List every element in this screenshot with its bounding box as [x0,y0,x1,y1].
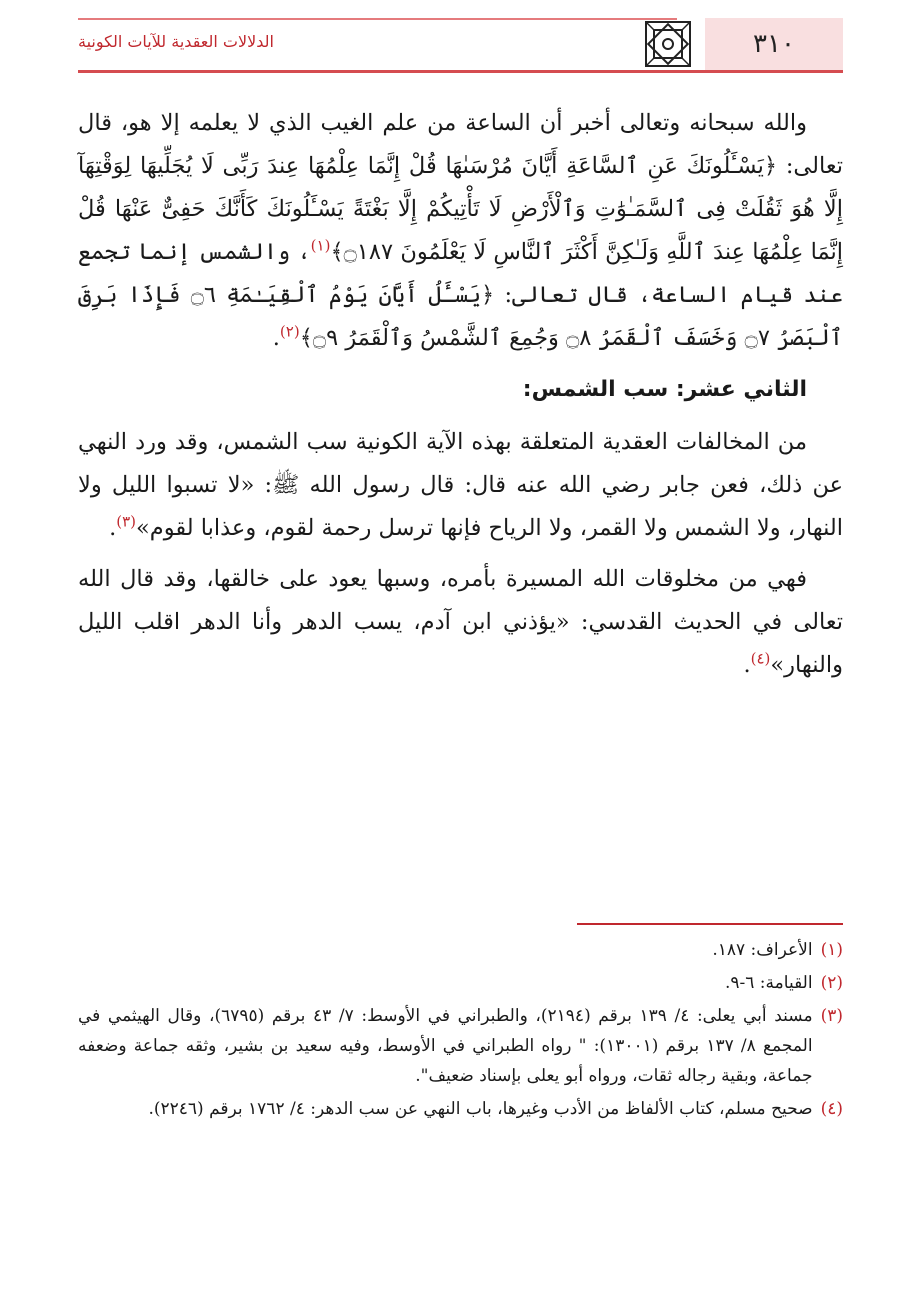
paragraph-1-middle: ، والشمس إنما تجمع عند قيام الساعة، قال تعالى: [78,239,843,308]
footnote-ref-4[interactable]: (٤) [750,649,771,668]
footnote-number: (٣) [820,1006,843,1026]
header-rule-bottom [78,70,843,73]
paragraph-2-end: . [109,515,117,541]
main-text [78,102,843,695]
page-number: ٣١٠ [705,18,843,70]
paragraph-1-intro: والله سبحانه وتعالى أخبر أن الساعة من علم الغيب الذي لا يعلمه إلا هو، قال تعالى: [78,110,843,179]
footnote-number: (٢) [820,973,843,993]
footnote-item [78,1001,843,1091]
paragraph-1 [78,102,843,360]
footnote-text: القيامة: ٦-٩. [724,973,813,993]
footnote-ref-1[interactable]: (١) [310,236,331,255]
footnote-item [78,935,843,965]
paragraph-3 [78,558,843,687]
footnote-item [78,1094,843,1124]
page-header [0,18,921,70]
quran-verse-araf: ﴿يَسْـَٔلُونَكَ عَنِ ٱلسَّاعَةِ أَيَّانَ مُرْسَىٰهَا قُلْ إِنَّمَا عِلْمُهَا عِندَ رَبِّى لَا يُجَلِّيهَا لِوَقْتِهَآ إِلَّا هُوَ ثَقُلَتْ فِى ٱلسَّمَـٰوَٰتِ وَٱلْأَرْضِ لَا تَأْتِيكُمْ إِلَّا بَغْتَةً يَسْـَٔلُونَكَ كَأَنَّكَ حَفِىٌّ عَنْهَا قُلْ إِنَّمَا عِلْمُهَا عِندَ ٱللَّهِ وَلَـٰكِنَّ أَكْثَرَ ٱلنَّاسِ لَا يَعْلَمُونَ ۝١٨٧﴾ [78,153,843,265]
footnote-number: (٤) [820,1099,843,1119]
section-heading: الثاني عشر: سب الشمس: [522,377,807,402]
islamic-star-ornament-icon [645,21,691,67]
footnote-text: صحيح مسلم، كتاب الألفاظ من الأدب وغيرها، باب النهي عن سب الدهر: ٤/ ١٧٦٢ برقم (٢٢٤٦). [148,1099,813,1119]
paragraph-2-text: من المخالفات العقدية المتعلقة بهذه الآية الكونية سب الشمس، وقد ورد النهي عن ذلك، فعن جابر رضي الله عنه قال: قال رسول الله ﷺ: «لا تسبوا الليل ولا النهار، ولا الشمس ولا القمر، ولا الرياح فإنها ترسل رحمة لقوم، وعذابا لقوم» [78,429,843,541]
footnote-item [78,968,843,998]
paragraph-1-end: . [272,325,280,351]
header-rule-top [78,18,677,20]
footnote-ref-2[interactable]: (٢) [279,322,300,341]
paragraph-3-end: . [743,652,751,678]
footnote-text: مسند أبي يعلى: ٤/ ١٣٩ برقم (٢١٩٤)، والطبراني في الأوسط: ٧/ ٤٣ برقم (٦٧٩٥)، وقال الهيثمي في المجمع ٨/ ١٣٧ برقم (١٣٠٠١): " رواه الطبراني في الأوسط، وفيه سعيد بن بشير، وثقه جماعة وضعفه جماعة، وبقية رجاله ثقات، ورواه أبو يعلى بإسناد ضعيف". [78,1006,813,1086]
footnote-number: (١) [820,940,843,960]
paragraph-2 [78,421,843,550]
quran-verse-qiyamah: ﴿يَسْـَٔلُ أَيَّانَ يَوْمُ ٱلْقِيَـٰمَةِ ۝٦ فَإِذَا بَرِقَ ٱلْبَصَرُ ۝٧ وَخَسَفَ ٱلْقَمَرُ ۝٨ وَجُمِعَ ٱلشَّمْسُ وَٱلْقَمَرُ ۝٩﴾ [78,282,843,351]
footnotes [78,935,843,1127]
footnote-separator [577,923,843,925]
footnote-text: الأعراف: ١٨٧. [712,940,813,960]
paragraph-3-text: فهي من مخلوقات الله المسيرة بأمره، وسبها يعود على خالقها، وقد قال الله تعالى في الحديث القدسي: «يؤذني ابن آدم، يسب الدهر وأنا الدهر اقلب الليل والنهار» [78,566,843,678]
running-title: الدلالات العقدية للآيات الكونية [78,32,274,51]
footnote-ref-3[interactable]: (٣) [116,512,137,531]
